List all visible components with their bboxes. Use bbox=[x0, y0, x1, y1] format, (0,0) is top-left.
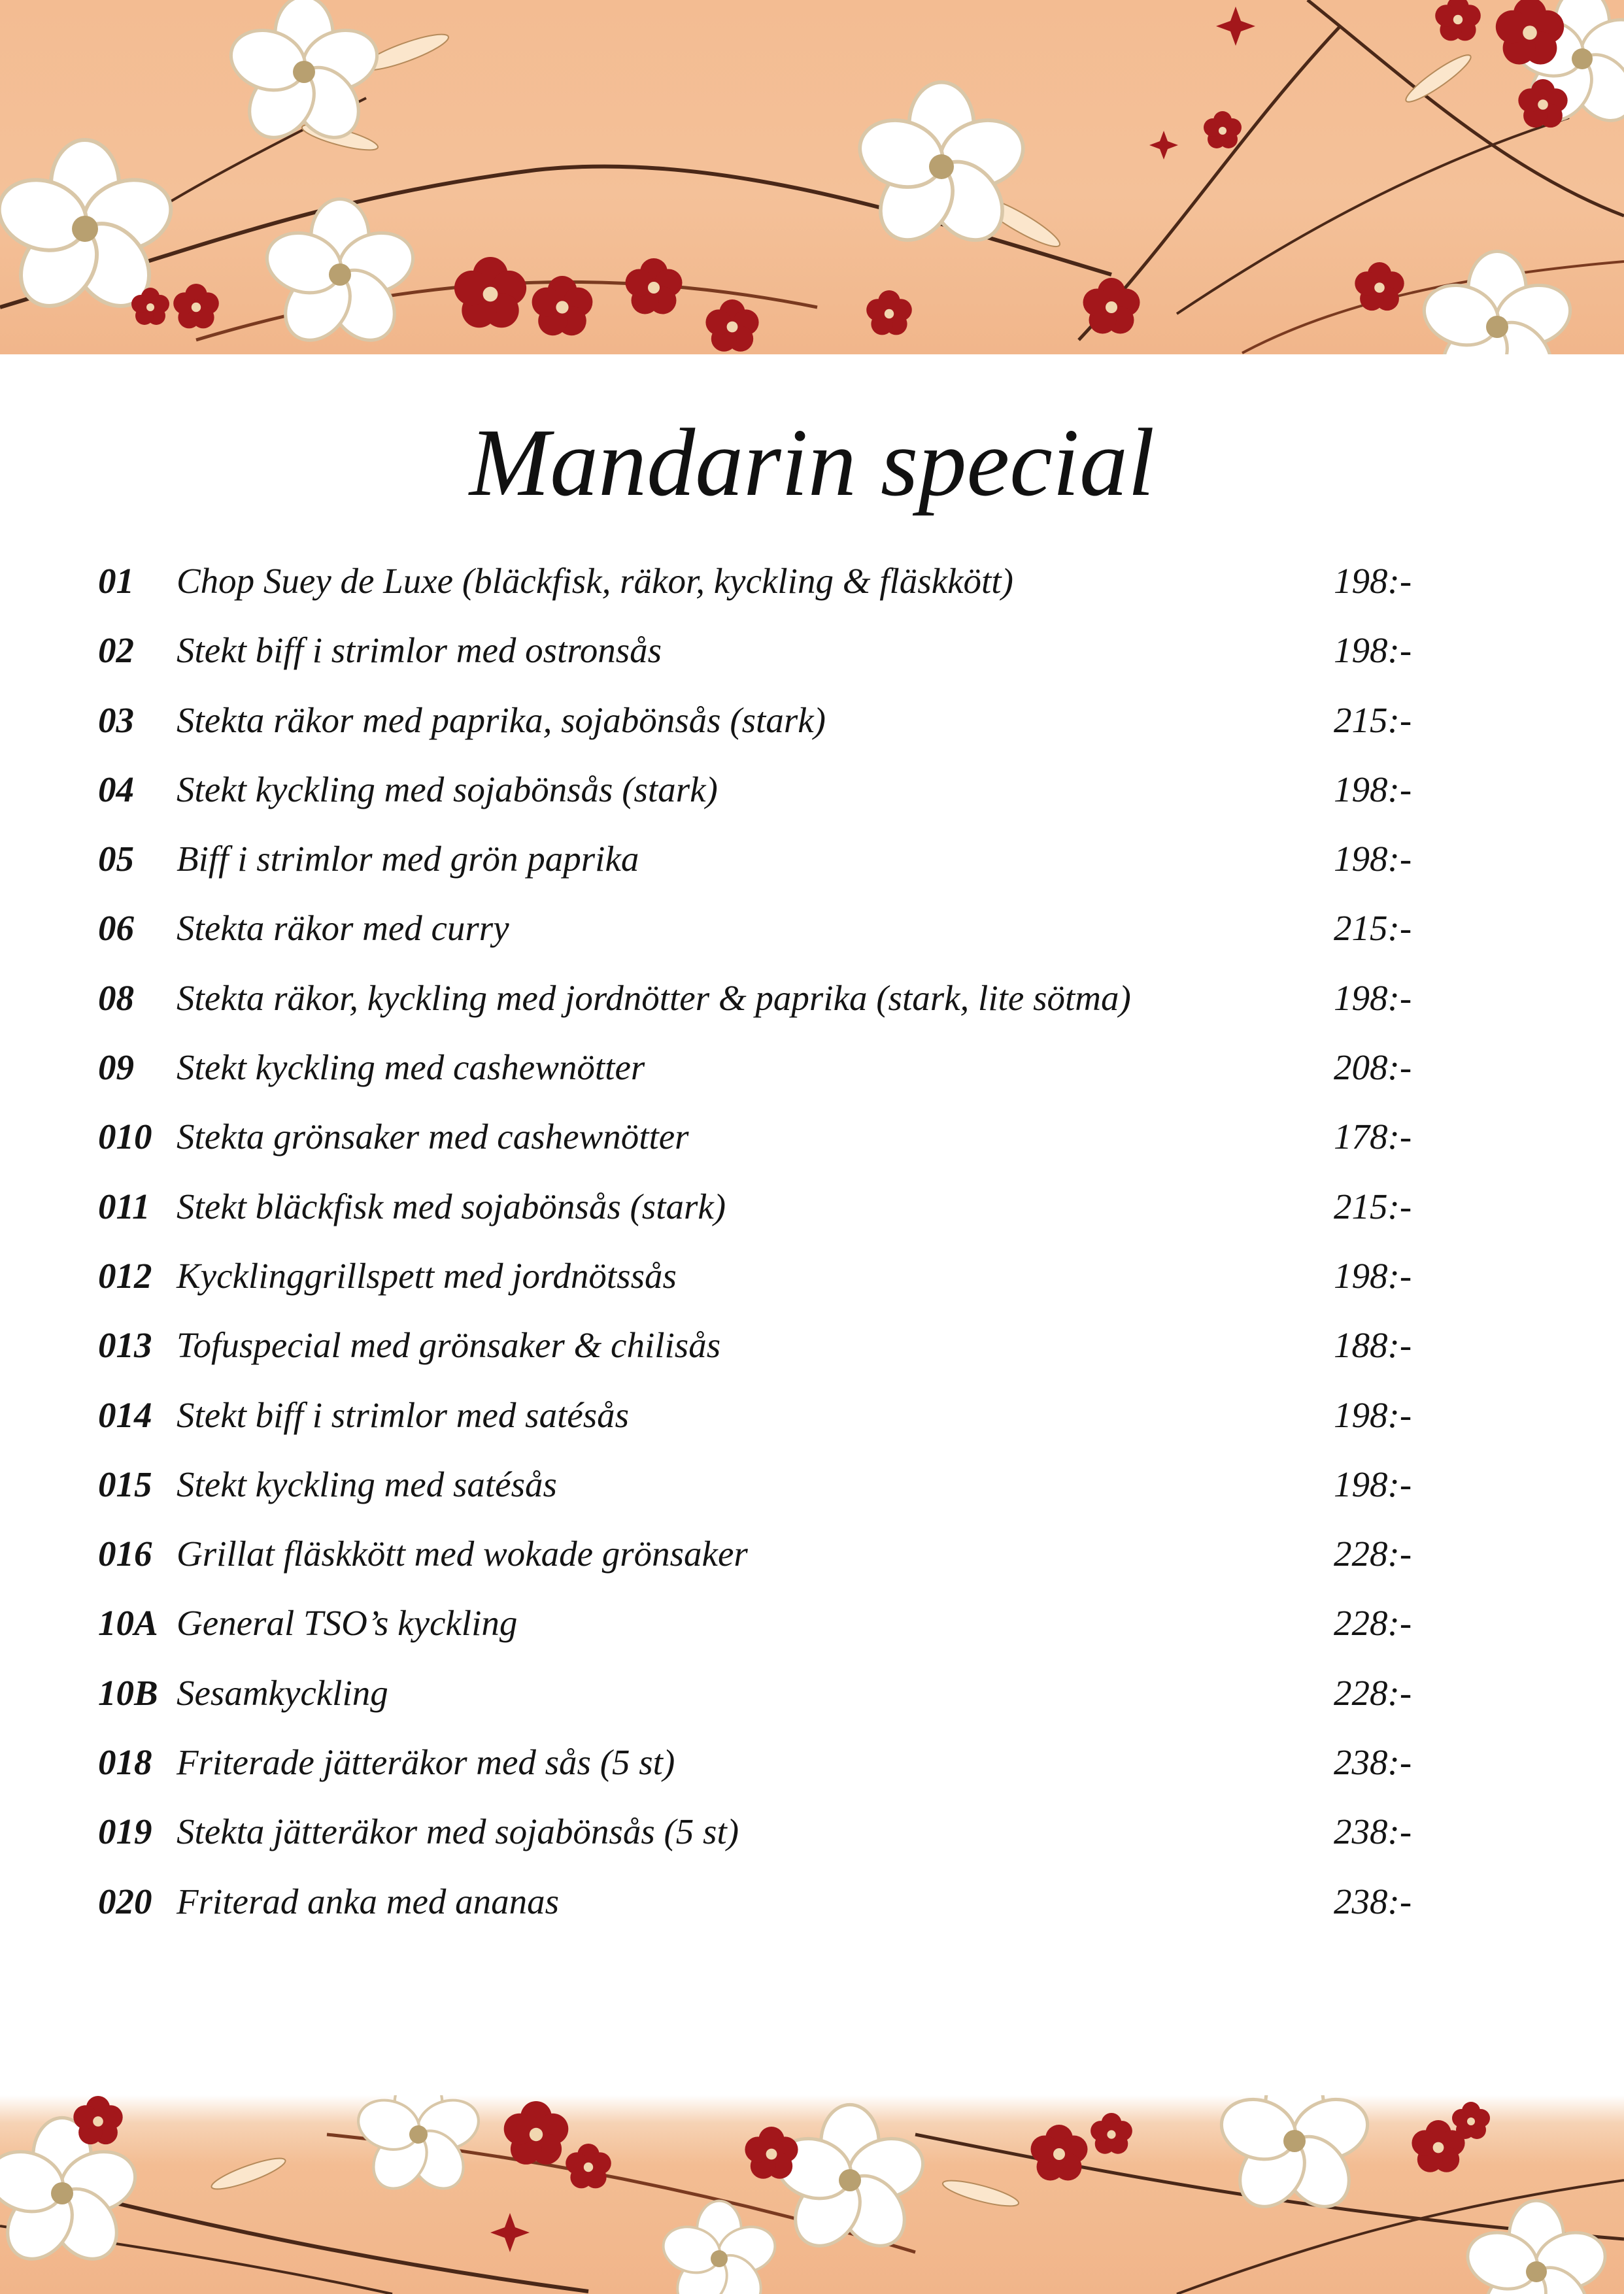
item-name: Chop Suey de Luxe (bläckfisk, räkor, kyckling & fläskkött) bbox=[177, 561, 1013, 601]
item-number: 03 bbox=[98, 700, 134, 740]
item-number: 012 bbox=[98, 1255, 152, 1296]
item-number: 016 bbox=[98, 1534, 152, 1574]
item-name: Stekt bläckfisk med sojabönsås (stark) bbox=[177, 1186, 726, 1226]
item-price: 238:- bbox=[1334, 1742, 1412, 1783]
item-price: 198:- bbox=[1334, 1255, 1412, 1296]
menu-item bbox=[0, 1867, 1624, 1936]
page-title: Mandarin special bbox=[469, 409, 1155, 516]
menu-item bbox=[0, 1519, 1624, 1589]
item-name: Kycklinggrillspett med jordnötssås bbox=[177, 1255, 677, 1296]
item-price: 228:- bbox=[1334, 1534, 1412, 1574]
menu-item bbox=[0, 1241, 1624, 1311]
menu-item bbox=[0, 1797, 1624, 1866]
item-name: Stekt kyckling med sojabönsås (stark) bbox=[177, 769, 718, 809]
menu-item bbox=[0, 1033, 1624, 1102]
item-price: 208:- bbox=[1334, 1047, 1412, 1088]
item-name: General TSO’s kyckling bbox=[177, 1603, 518, 1644]
item-name: Stekt kyckling med satésås bbox=[177, 1464, 557, 1504]
item-number: 08 bbox=[98, 977, 134, 1018]
item-number: 013 bbox=[98, 1325, 152, 1366]
floral-pattern-top bbox=[0, 0, 1624, 354]
item-price: 238:- bbox=[1334, 1812, 1412, 1852]
item-name: Friterade jätteräkor med sås (5 st) bbox=[177, 1742, 675, 1783]
item-number: 019 bbox=[98, 1812, 152, 1852]
item-price: 198:- bbox=[1334, 839, 1412, 879]
menu-item bbox=[0, 616, 1624, 685]
item-price: 215:- bbox=[1334, 908, 1412, 949]
item-number: 04 bbox=[98, 769, 134, 809]
item-name: Stekt biff i strimlor med ostronsås bbox=[177, 630, 662, 671]
item-name: Friterad anka med ananas bbox=[177, 1881, 560, 1921]
item-price: 198:- bbox=[1334, 630, 1412, 671]
menu-item bbox=[0, 1102, 1624, 1172]
item-number: 06 bbox=[98, 908, 134, 949]
menu-item bbox=[0, 1172, 1624, 1241]
item-number: 011 bbox=[98, 1186, 150, 1226]
menu-item bbox=[0, 547, 1624, 616]
menu-item bbox=[0, 686, 1624, 755]
item-number: 09 bbox=[98, 1047, 134, 1088]
menu-item bbox=[0, 1450, 1624, 1519]
menu-item bbox=[0, 824, 1624, 894]
item-price: 238:- bbox=[1334, 1881, 1412, 1921]
menu-item bbox=[0, 1659, 1624, 1728]
menu-item bbox=[0, 964, 1624, 1033]
bottom-floral-banner bbox=[0, 2095, 1624, 2294]
item-number: 01 bbox=[98, 561, 134, 601]
item-price: 228:- bbox=[1334, 1603, 1412, 1644]
item-price: 228:- bbox=[1334, 1672, 1412, 1713]
top-floral-banner bbox=[0, 0, 1624, 354]
item-number: 014 bbox=[98, 1394, 152, 1435]
item-name: Stekt biff i strimlor med satésås bbox=[177, 1394, 630, 1435]
item-name: Grillat fläskkött med wokade grönsaker bbox=[177, 1534, 748, 1574]
item-name: Stekta räkor med curry bbox=[177, 908, 509, 949]
item-name: Stekta grönsaker med cashewnötter bbox=[177, 1117, 689, 1157]
item-name: Biff i strimlor med grön paprika bbox=[177, 839, 639, 879]
item-price: 198:- bbox=[1334, 977, 1412, 1018]
item-number: 010 bbox=[98, 1117, 152, 1157]
menu-item bbox=[0, 1381, 1624, 1450]
item-price: 198:- bbox=[1334, 561, 1412, 601]
item-price: 188:- bbox=[1334, 1325, 1412, 1366]
item-name: Stekta jätteräkor med sojabönsås (5 st) bbox=[177, 1812, 739, 1852]
menu-item bbox=[0, 1311, 1624, 1380]
item-price: 215:- bbox=[1334, 700, 1412, 740]
item-name: Stekt kyckling med cashewnötter bbox=[177, 1047, 645, 1088]
menu-item bbox=[0, 894, 1624, 963]
item-name: Sesamkyckling bbox=[177, 1672, 388, 1713]
menu-item bbox=[0, 755, 1624, 824]
menu-item bbox=[0, 1728, 1624, 1797]
item-number: 10A bbox=[98, 1603, 158, 1644]
floral-pattern-bottom bbox=[0, 2095, 1624, 2294]
item-price: 198:- bbox=[1334, 1464, 1412, 1504]
item-price: 215:- bbox=[1334, 1186, 1412, 1226]
item-number: 02 bbox=[98, 630, 134, 671]
item-name: Tofuspecial med grönsaker & chilisås bbox=[177, 1325, 721, 1366]
item-number: 015 bbox=[98, 1464, 152, 1504]
item-number: 05 bbox=[98, 839, 134, 879]
item-name: Stekta räkor, kyckling med jordnötter & paprika (stark, lite sötma) bbox=[177, 977, 1131, 1018]
item-number: 018 bbox=[98, 1742, 152, 1783]
item-price: 198:- bbox=[1334, 1394, 1412, 1435]
item-price: 198:- bbox=[1334, 769, 1412, 809]
item-name: Stekta räkor med paprika, sojabönsås (stark) bbox=[177, 700, 826, 740]
item-price: 178:- bbox=[1334, 1117, 1412, 1157]
menu-list bbox=[0, 547, 1624, 1936]
menu-item bbox=[0, 1589, 1624, 1658]
item-number: 020 bbox=[98, 1881, 152, 1921]
item-number: 10B bbox=[98, 1672, 158, 1713]
